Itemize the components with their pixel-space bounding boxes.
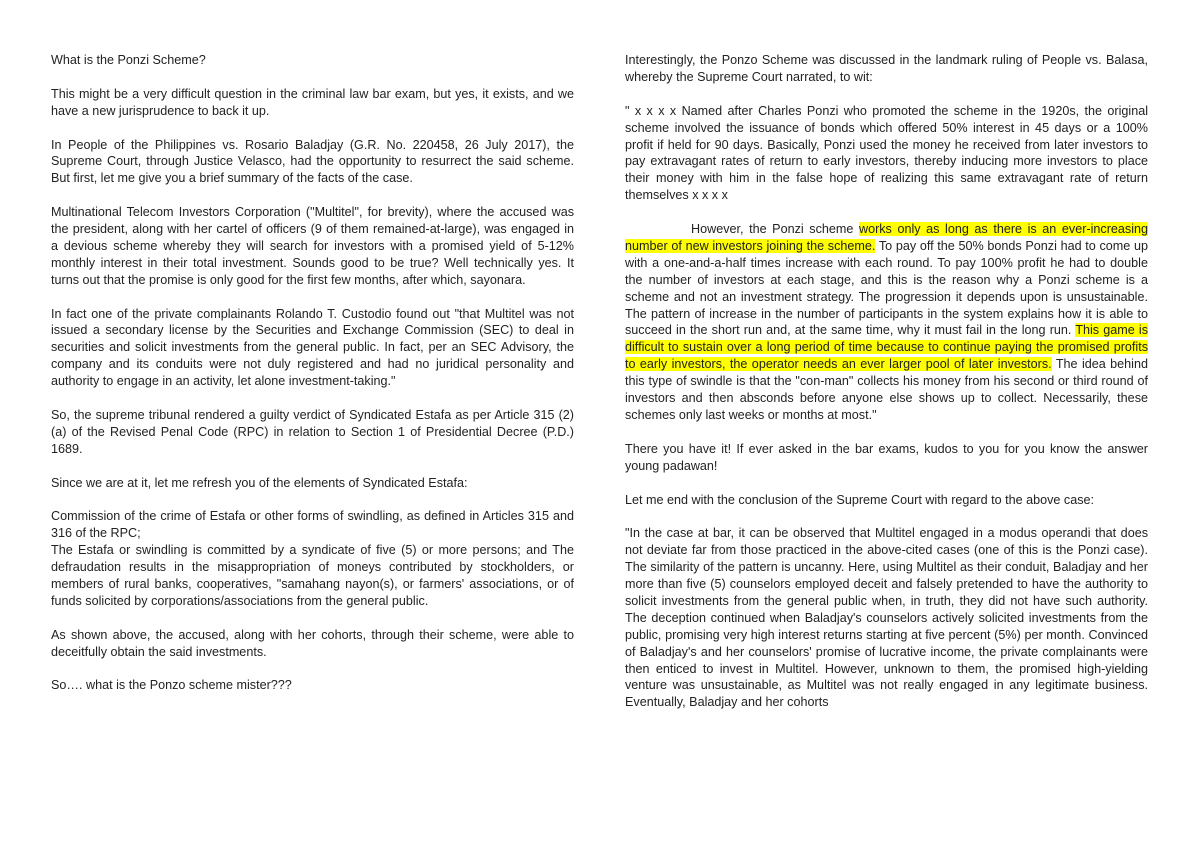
paragraph: Let me end with the conclusion of the Supreme Court with regard to the above case:: [625, 492, 1095, 507]
highlighted-text: works only as long as there is an ever-increasing number of new investors joining the scheme.: [625, 222, 1148, 253]
right-column: [625, 52, 1148, 728]
paragraph: In People of the Philippines vs. Rosario Baladjay (G.R. No. 220458, 26 July 2017), the Supreme Court, through Justice Velasco, had the opportunity to resurrect the said scheme. But first, let me give you a brief summary of the facts of the case.: [51, 137, 574, 186]
paragraph: This might be a very difficult question in the criminal law bar exam, but yes, it exists, and we have a new jurisprudence to back it up.: [51, 86, 574, 118]
left-column: [51, 52, 574, 711]
text-run: To pay off the 50% bonds Ponzi had to come up with a one-and-a-half times increase with each round. To pay 100% profit he had to double the number of investors at each stage, and this is the reason why a Ponzi scheme is a scheme and not an investment strategy. The progression it depends upon is unsustainable. The pattern of increase in the number of participants in the system explains how it is able to succeed in the short run and, at the same time, why it must fail in the long run.: [625, 238, 1148, 338]
paragraph: So…. what is the Ponzo scheme mister???: [51, 678, 292, 693]
quoted-conclusion: "In the case at bar, it can be observed that Multitel engaged in a modus operandi that does not deviate far from those practiced in the above-cited cases (one of this is the Ponzi case). The similarity of the pattern is uncanny. Here, using Multitel as their conduit, Baladjay and her more than five (5) counselors employed deceit and falsely pretended to have the authority to solicit investments from the general public when, in truth, they did not have such authority. The deception continued when Baladjay's counselors actively solicited investments from the public, promising very high interest returns starting at five percent (5%) per month. Convinced of Baladjay's and her counselors' promise of lucrative income, the private complainants were then enticed to invest in Multitel. However, unknown to them, the promised high-yielding venture was unsustainable, as Multitel was not really engaged in any legitimate business. Eventually, Baladjay and her cohorts: [625, 526, 1148, 710]
element-item: Commission of the crime of Estafa or other forms of swindling, as defined in Articles 315 and 316 of the RPC;: [51, 509, 574, 541]
paragraph: In fact one of the private complainants Rolando T. Custodio found out "that Multitel was not issued a secondary license by the Securities and Exchange Commission (SEC) to deal in securities and solicit investments from the general public. In fact, per an SEC Advisory, the company and its conduits were not duly registered and had no juridical personality and authority to engage in an activity, let alone investment-taking.": [51, 306, 574, 389]
paragraph: So, the supreme tribunal rendered a guilty verdict of Syndicated Estafa as per Article 315 (2)(a) of the Revised Penal Code (RPC) in relation to Section 1 of Presidential Decree (P.D.) 1689.: [51, 407, 574, 456]
highlighted-paragraph: [625, 221, 1148, 424]
paragraph: Since we are at it, let me refresh you of the elements of Syndicated Estafa:: [51, 475, 468, 490]
article-title: What is the Ponzi Scheme?: [51, 53, 206, 67]
text-run: However, the Ponzi scheme: [691, 222, 859, 237]
paragraph: Multinational Telecom Investors Corporation ("Multitel", for brevity), where the accused was the president, along with her cartel of officers (9 of them remained-at-large), was engaged in a devious scheme whereby they will search for investors with a promised yield of 5-12% monthly interest in their total investment. Sounds good to be true? Well technically yes. It turns out that the promise is only good for the first few months, after which, sayonara.: [51, 205, 574, 287]
paragraph: As shown above, the accused, along with her cohorts, through their scheme, were able to deceitfully obtain the said investments.: [51, 627, 574, 659]
text-run: The idea behind this type of swindle is that the "con-man" collects his money from his second or third round of investors and then absconds before anyone else shows up to collect. Necessarily, these schemes only last weeks or months at most.": [625, 357, 1148, 422]
quoted-passage: " x x x x Named after Charles Ponzi who promoted the scheme in the 1920s, the original scheme involved the issuance of bonds which offered 50% interest in 45 days or a 100% profit if held for 90 days. Basically, Ponzi used the money he received from later investors to pay extravagant rates of return to early investors, thereby inducing more investors to place their money with him in the false hope of realizing this same extravagant rate of return themselves x x x x: [625, 103, 1148, 203]
paragraph: There you have it! If ever asked in the bar exams, kudos to you for you know the answer young padawan!: [625, 441, 1148, 473]
paragraph: Interestingly, the Ponzo Scheme was discussed in the landmark ruling of People vs. Balasa, whereby the Supreme Court narrated, to wit:: [625, 53, 1148, 84]
element-item: The Estafa or swindling is committed by a syndicate of five (5) or more persons; and The defraudation results in the misappropriation of moneys contributed by stockholders, or members of rural banks, cooperatives, "samahang nayon(s), or farmers' associations, or of funds solicited by corporations/associations from the general public.: [51, 543, 574, 608]
highlighted-text: This game is difficult to sustain over a long period of time because to continue paying the promised profits to early investors, the operator needs an ever larger pool of later investors.: [625, 323, 1148, 372]
